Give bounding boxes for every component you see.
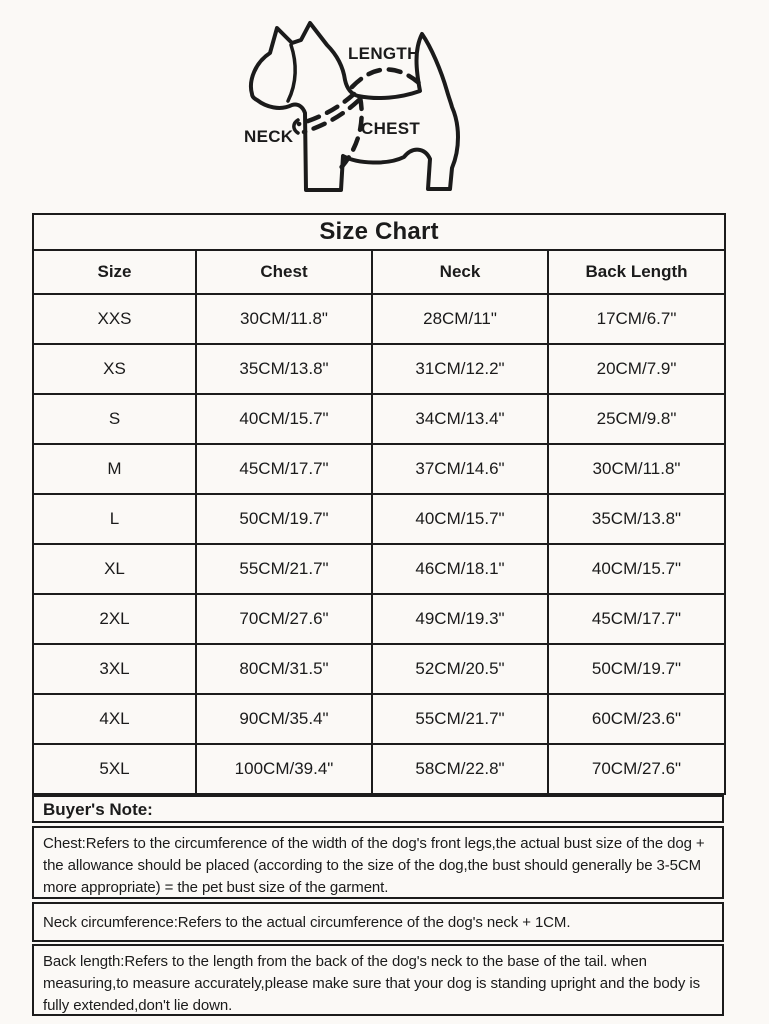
dog-measurement-diagram — [232, 8, 532, 203]
neck-note: Neck circumference:Refers to the actual circumference of the dog's neck + 1CM. — [32, 902, 724, 942]
dog-cheek-line — [288, 45, 295, 101]
size-chart-body — [33, 294, 725, 794]
back-length-cell: 70CM/27.6" — [548, 744, 725, 794]
chest-cell: 30CM/11.8" — [196, 294, 372, 344]
column-header-size: Size — [33, 250, 196, 294]
neck-cell: 37CM/14.6" — [372, 444, 548, 494]
column-header-chest: Chest — [196, 250, 372, 294]
size-cell: 3XL — [33, 644, 196, 694]
back-length-cell: 17CM/6.7" — [548, 294, 725, 344]
neck-measure-line-2 — [304, 100, 359, 132]
back-length-cell: 60CM/23.6" — [548, 694, 725, 744]
size-cell: 4XL — [33, 694, 196, 744]
length-measure-line — [352, 69, 419, 87]
back-length-cell: 50CM/19.7" — [548, 644, 725, 694]
size-cell: 5XL — [33, 744, 196, 794]
back-length-cell: 20CM/7.9" — [548, 344, 725, 394]
back-length-cell: 30CM/11.8" — [548, 444, 725, 494]
table-row — [33, 644, 725, 694]
table-row — [33, 494, 725, 544]
column-header-back-length: Back Length — [548, 250, 725, 294]
length-label: LENGTH — [348, 44, 420, 63]
title-row — [33, 214, 725, 250]
table-row — [33, 344, 725, 394]
size-cell: XXS — [33, 294, 196, 344]
table-row — [33, 294, 725, 344]
neck-cell: 52CM/20.5" — [372, 644, 548, 694]
table-row — [33, 694, 725, 744]
back-length-cell: 35CM/13.8" — [548, 494, 725, 544]
chest-cell: 45CM/17.7" — [196, 444, 372, 494]
column-header-neck: Neck — [372, 250, 548, 294]
neck-pointer-hook — [294, 120, 298, 133]
chest-cell: 80CM/31.5" — [196, 644, 372, 694]
chest-cell: 40CM/15.7" — [196, 394, 372, 444]
back-length-cell: 45CM/17.7" — [548, 594, 725, 644]
size-cell: XS — [33, 344, 196, 394]
back-length-cell: 40CM/15.7" — [548, 544, 725, 594]
neck-cell: 40CM/15.7" — [372, 494, 548, 544]
chest-cell: 100CM/39.4" — [196, 744, 372, 794]
chest-cell: 90CM/35.4" — [196, 694, 372, 744]
size-cell: S — [33, 394, 196, 444]
table-row — [33, 544, 725, 594]
chest-cell: 35CM/13.8" — [196, 344, 372, 394]
back-length-note: Back length:Refers to the length from the back of the dog's neck to the base of the tail. when measuring,to measure accurately,please make sure that your dog is standing upright and the body is fully extended,don't lie down. — [32, 944, 724, 1016]
neck-label: NECK — [244, 127, 294, 146]
neck-cell: 55CM/21.7" — [372, 694, 548, 744]
neck-cell: 28CM/11" — [372, 294, 548, 344]
header-row — [33, 250, 725, 294]
size-cell: M — [33, 444, 196, 494]
chest-cell: 55CM/21.7" — [196, 544, 372, 594]
neck-cell: 58CM/22.8" — [372, 744, 548, 794]
size-cell: L — [33, 494, 196, 544]
table-row — [33, 744, 725, 794]
size-chart-title: Size Chart — [33, 214, 725, 250]
chest-cell: 70CM/27.6" — [196, 594, 372, 644]
neck-measure-line — [299, 94, 354, 124]
neck-cell: 46CM/18.1" — [372, 544, 548, 594]
neck-cell: 49CM/19.3" — [372, 594, 548, 644]
buyers-note-header: Buyer's Note: — [32, 795, 724, 823]
size-chart-table — [32, 213, 726, 795]
table-row — [33, 594, 725, 644]
chest-note: Chest:Refers to the circumference of the width of the dog's front legs,the actual bust size of the dog + the allowance should be placed (according to the size of the dog,the bust should generally be 3-5CM more appropriate) = the pet bust size of the garment. — [32, 826, 724, 899]
back-length-cell: 25CM/9.8" — [548, 394, 725, 444]
chest-cell: 50CM/19.7" — [196, 494, 372, 544]
neck-cell: 31CM/12.2" — [372, 344, 548, 394]
size-cell: XL — [33, 544, 196, 594]
size-cell: 2XL — [33, 594, 196, 644]
table-row — [33, 444, 725, 494]
table-row — [33, 394, 725, 444]
chest-label: CHEST — [361, 119, 421, 138]
neck-cell: 34CM/13.4" — [372, 394, 548, 444]
